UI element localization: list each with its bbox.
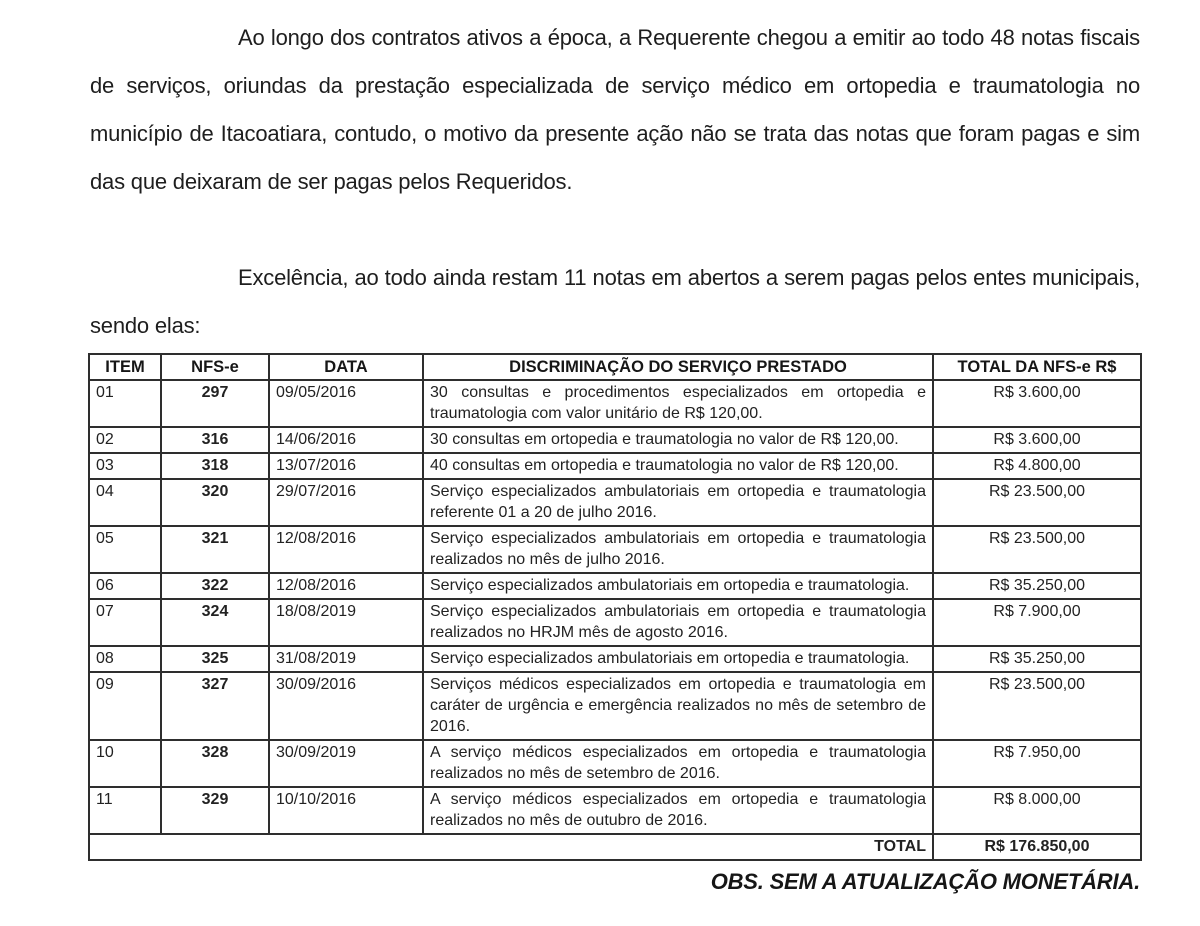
table-row <box>89 573 1141 599</box>
cell-description: A serviço médicos especializados em ortopedia e traumatologia realizados no mês de outubro de 2016. <box>423 787 933 834</box>
cell-item: 03 <box>89 453 161 479</box>
cell-item: 10 <box>89 740 161 787</box>
cell-nfse: 320 <box>161 479 269 526</box>
cell-date: 31/08/2019 <box>269 646 423 672</box>
cell-total: R$ 23.500,00 <box>933 672 1141 740</box>
cell-description: 30 consultas em ortopedia e traumatologia no valor de R$ 120,00. <box>423 427 933 453</box>
cell-total: R$ 23.500,00 <box>933 479 1141 526</box>
cell-item: 04 <box>89 479 161 526</box>
table-row <box>89 787 1141 834</box>
cell-description: Serviços médicos especializados em ortopedia e traumatologia em caráter de urgência e emergência realizados no mês de setembro de 2016. <box>423 672 933 740</box>
cell-total: R$ 8.000,00 <box>933 787 1141 834</box>
cell-date: 29/07/2016 <box>269 479 423 526</box>
column-header-nfse: NFS-e <box>161 354 269 380</box>
cell-date: 14/06/2016 <box>269 427 423 453</box>
column-header-date: DATA <box>269 354 423 380</box>
cell-item: 05 <box>89 526 161 573</box>
cell-nfse: 329 <box>161 787 269 834</box>
table-row <box>89 427 1141 453</box>
cell-date: 12/08/2016 <box>269 573 423 599</box>
cell-nfse: 316 <box>161 427 269 453</box>
cell-total: R$ 23.500,00 <box>933 526 1141 573</box>
cell-item: 09 <box>89 672 161 740</box>
cell-date: 13/07/2016 <box>269 453 423 479</box>
cell-date: 30/09/2016 <box>269 672 423 740</box>
cell-total: R$ 35.250,00 <box>933 646 1141 672</box>
table-row <box>89 599 1141 646</box>
cell-description: Serviço especializados ambulatoriais em ortopedia e traumatologia. <box>423 646 933 672</box>
cell-description: Serviço especializados ambulatoriais em ortopedia e traumatologia realizados no HRJM mês de agosto 2016. <box>423 599 933 646</box>
cell-description: A serviço médicos especializados em ortopedia e traumatologia realizados no mês de setembro de 2016. <box>423 740 933 787</box>
cell-nfse: 321 <box>161 526 269 573</box>
cell-description: 30 consultas e procedimentos especializados em ortopedia e traumatologia com valor unitário de R$ 120,00. <box>423 380 933 427</box>
cell-date: 18/08/2019 <box>269 599 423 646</box>
cell-description: Serviço especializados ambulatoriais em ortopedia e traumatologia referente 01 a 20 de julho 2016. <box>423 479 933 526</box>
cell-nfse: 325 <box>161 646 269 672</box>
cell-nfse: 322 <box>161 573 269 599</box>
table-row <box>89 380 1141 427</box>
cell-item: 02 <box>89 427 161 453</box>
cell-total: R$ 35.250,00 <box>933 573 1141 599</box>
cell-item: 08 <box>89 646 161 672</box>
monetary-update-note: OBS. SEM A ATUALIZAÇÃO MONETÁRIA. <box>710 869 1140 894</box>
cell-item: 06 <box>89 573 161 599</box>
paragraph-contracts: Ao longo dos contratos ativos a época, a Requerente chegou a emitir ao todo 48 notas fiscais de serviços, oriundas da prestação especializada de serviço médico em ortopedia e traumatologia no município de Itacoatiara, contudo, o motivo da presente ação não se trata das notas que foram pagas e sim das que deixaram de ser pagas pelos Requeridos. <box>90 25 1140 194</box>
column-header-description: DISCRIMINAÇÃO DO SERVIÇO PRESTADO <box>423 354 933 380</box>
cell-date: 30/09/2019 <box>269 740 423 787</box>
total-label: TOTAL <box>89 834 933 860</box>
paragraph-open-notes: Excelência, ao todo ainda restam 11 notas em abertos a serem pagas pelos entes municipais, sendo elas: <box>90 265 1140 338</box>
cell-total: R$ 7.900,00 <box>933 599 1141 646</box>
column-header-item: ITEM <box>89 354 161 380</box>
table-row <box>89 646 1141 672</box>
cell-total: R$ 3.600,00 <box>933 380 1141 427</box>
cell-total: R$ 7.950,00 <box>933 740 1141 787</box>
cell-nfse: 318 <box>161 453 269 479</box>
cell-total: R$ 4.800,00 <box>933 453 1141 479</box>
cell-description: Serviço especializados ambulatoriais em ortopedia e traumatologia realizados no mês de julho 2016. <box>423 526 933 573</box>
table-row <box>89 740 1141 787</box>
table-row <box>89 526 1141 573</box>
cell-nfse: 297 <box>161 380 269 427</box>
cell-date: 10/10/2016 <box>269 787 423 834</box>
cell-nfse: 327 <box>161 672 269 740</box>
invoices-table <box>88 353 1142 861</box>
table-header-row <box>89 354 1141 380</box>
cell-date: 09/05/2016 <box>269 380 423 427</box>
cell-total: R$ 3.600,00 <box>933 427 1141 453</box>
cell-item: 01 <box>89 380 161 427</box>
cell-item: 07 <box>89 599 161 646</box>
cell-date: 12/08/2016 <box>269 526 423 573</box>
cell-description: 40 consultas em ortopedia e traumatologia no valor de R$ 120,00. <box>423 453 933 479</box>
table-row <box>89 453 1141 479</box>
column-header-total: TOTAL DA NFS-e R$ <box>933 354 1141 380</box>
cell-nfse: 328 <box>161 740 269 787</box>
cell-item: 11 <box>89 787 161 834</box>
total-value: R$ 176.850,00 <box>933 834 1141 860</box>
table-total-row <box>89 834 1141 860</box>
table-row <box>89 672 1141 740</box>
cell-nfse: 324 <box>161 599 269 646</box>
cell-description: Serviço especializados ambulatoriais em ortopedia e traumatologia. <box>423 573 933 599</box>
table-row <box>89 479 1141 526</box>
